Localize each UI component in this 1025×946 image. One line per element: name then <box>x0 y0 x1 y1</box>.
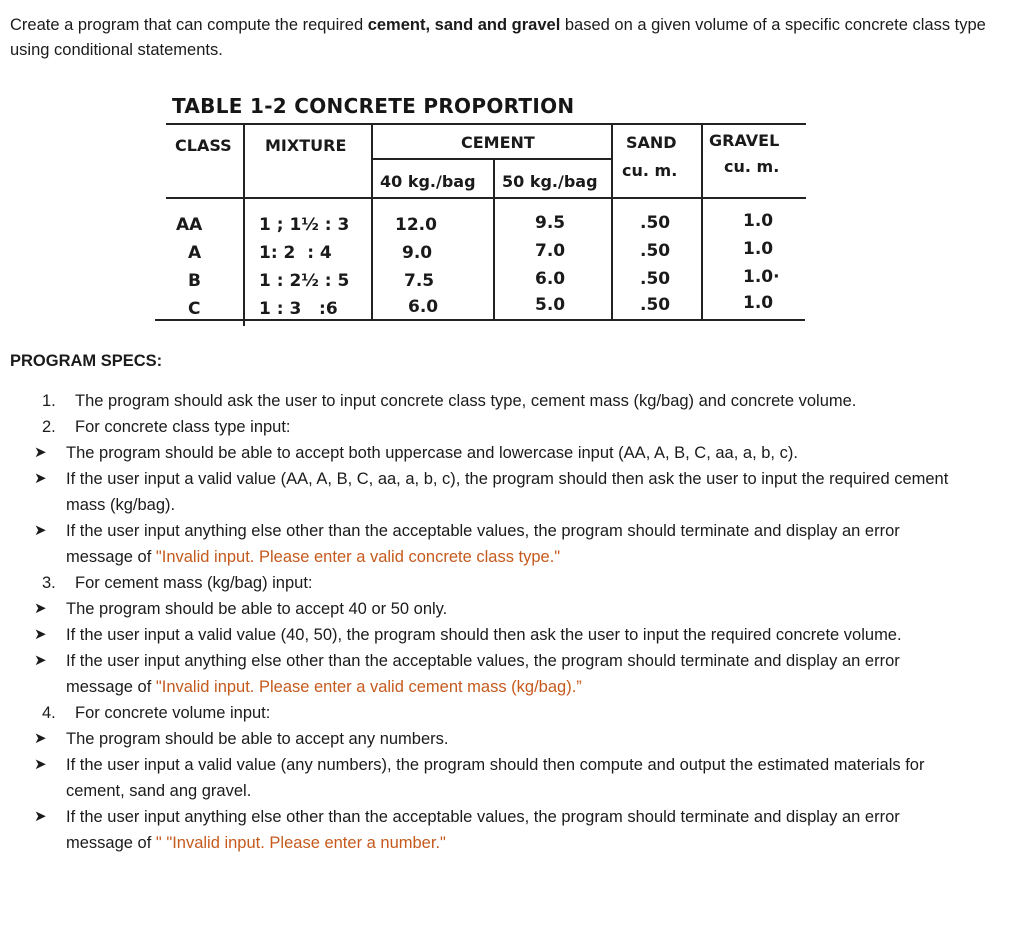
intro-paragraph <box>10 13 1010 63</box>
spec-bullet <box>0 622 1010 648</box>
arrow-bullet-icon: ➤ <box>34 626 47 643</box>
header-cement-40: 40 kg./bag <box>380 172 476 191</box>
spec-item <box>0 700 1010 726</box>
spec-bullet <box>0 466 1010 518</box>
table-rule-cement <box>371 158 611 160</box>
bullet-text: If the user input anything else other than the acceptable values, the program should terminate and display an error message of <box>66 522 900 566</box>
table-rule-bottom <box>155 319 805 321</box>
cell-cement-40: 7.5 <box>404 271 435 291</box>
header-gravel-unit: cu. m. <box>724 157 780 176</box>
spec-number: 1. <box>42 392 56 410</box>
spec-bullet <box>0 804 1010 856</box>
bullet-text: The program should be able to accept both uppercase and lowercase input (AA, A, B, C, aa, a, b, c). <box>66 444 798 462</box>
cell-gravel: 1.0· <box>743 267 780 287</box>
spec-bullet <box>0 596 1010 622</box>
header-gravel: GRAVEL <box>709 131 780 150</box>
spec-item <box>0 414 1010 440</box>
cell-gravel: 1.0 <box>743 293 774 313</box>
spec-bullet <box>0 752 1010 804</box>
arrow-bullet-icon: ➤ <box>34 600 47 617</box>
header-mixture: MIXTURE <box>265 136 347 155</box>
cell-gravel: 1.0 <box>743 239 774 259</box>
bullet-text: The program should be able to accept 40 or 50 only. <box>66 600 448 618</box>
cell-mixture: 1 : 2½ : 5 <box>259 271 350 291</box>
cell-class: C <box>188 299 201 319</box>
arrow-bullet-icon: ➤ <box>34 522 47 539</box>
arrow-bullet-icon: ➤ <box>34 444 47 461</box>
spec-text: For cement mass (kg/bag) input: <box>75 574 313 592</box>
table-col-divider-2 <box>371 123 373 320</box>
spec-sublist <box>0 726 1010 856</box>
arrow-bullet-icon: ➤ <box>34 756 47 773</box>
spec-text: For concrete class type input: <box>75 418 291 436</box>
spec-number: 4. <box>42 704 56 722</box>
bullet-text: If the user input a valid value (40, 50), the program should then ask the user to input the required concrete volume. <box>66 626 902 644</box>
specs-heading: PROGRAM SPECS: <box>10 352 163 370</box>
intro-text-bold: cement, sand and gravel <box>367 16 561 34</box>
table-title: TABLE 1-2 CONCRETE PROPORTION <box>172 94 575 118</box>
spec-bullet <box>0 440 1010 466</box>
spec-item <box>0 388 1010 414</box>
bullet-text: If the user input anything else other than the acceptable values, the program should terminate and display an error message of <box>66 652 900 696</box>
spec-sublist <box>0 596 1010 700</box>
spec-bullet <box>0 726 1010 752</box>
header-cement: CEMENT <box>461 133 535 152</box>
table-col-divider-5 <box>701 123 703 320</box>
table-rule-header <box>166 197 806 199</box>
spec-sublist <box>0 440 1010 570</box>
specs-list <box>0 388 1010 856</box>
header-sand: SAND <box>626 133 677 152</box>
table-col-divider-1 <box>243 123 245 326</box>
cell-mixture: 1: 2 : 4 <box>259 243 332 263</box>
cell-sand: .50 <box>640 295 671 315</box>
cell-cement-50: 5.0 <box>535 295 566 315</box>
concrete-proportion-table <box>155 90 815 330</box>
spec-text: For concrete volume input: <box>75 704 271 722</box>
spec-item <box>0 570 1010 596</box>
cell-gravel: 1.0 <box>743 211 774 231</box>
bullet-text: If the user input a valid value (AA, A, B, C, aa, a, b, c), the program should then ask the user to input the required cement mass (kg/bag). <box>66 470 949 514</box>
arrow-bullet-icon: ➤ <box>34 730 47 747</box>
header-class: CLASS <box>175 136 232 155</box>
arrow-bullet-icon: ➤ <box>34 652 47 669</box>
cell-cement-40: 12.0 <box>395 215 437 235</box>
spec-bullet <box>0 648 1010 700</box>
bullet-text: The program should be able to accept any numbers. <box>66 730 449 748</box>
cell-class: B <box>188 271 201 291</box>
cell-cement-50: 6.0 <box>535 269 566 289</box>
cell-cement-50: 7.0 <box>535 241 566 261</box>
spec-bullet <box>0 518 1010 570</box>
cell-sand: .50 <box>640 213 671 233</box>
cell-cement-40: 9.0 <box>402 243 433 263</box>
header-cement-50: 50 kg./bag <box>502 172 598 191</box>
error-message: "Invalid input. Please enter a valid cement mass (kg/bag).” <box>155 678 582 696</box>
bullet-text: If the user input anything else other than the acceptable values, the program should terminate and display an error message of <box>66 808 900 852</box>
cell-class: AA <box>176 215 203 235</box>
cell-mixture: 1 ; 1½ : 3 <box>259 215 350 235</box>
spec-text: The program should ask the user to input concrete class type, cement mass (kg/bag) and concrete volume. <box>75 392 857 410</box>
intro-text-after: based on a given volume of a specific concrete class type using conditional statements. <box>10 16 986 59</box>
error-message: "Invalid input. Please enter a valid concrete class type." <box>155 548 561 566</box>
intro-text-before: Create a program that can compute the required <box>10 16 368 34</box>
error-message: " "Invalid input. Please enter a number." <box>155 834 446 852</box>
cell-cement-40: 6.0 <box>408 297 439 317</box>
cell-sand: .50 <box>640 241 671 261</box>
cell-sand: .50 <box>640 269 671 289</box>
table-col-divider-4 <box>611 123 613 320</box>
cell-mixture: 1 : 3 :6 <box>259 299 338 319</box>
table-col-divider-3 <box>493 159 495 320</box>
bullet-text: If the user input a valid value (any numbers), the program should then compute and output the estimated materials for cement, sand ang gravel. <box>66 756 925 800</box>
arrow-bullet-icon: ➤ <box>34 470 47 487</box>
header-sand-unit: cu. m. <box>622 161 678 180</box>
cell-cement-50: 9.5 <box>535 213 566 233</box>
arrow-bullet-icon: ➤ <box>34 808 47 825</box>
spec-number: 3. <box>42 574 56 592</box>
cell-class: A <box>188 243 202 263</box>
spec-number: 2. <box>42 418 56 436</box>
table-rule-top <box>166 123 806 125</box>
